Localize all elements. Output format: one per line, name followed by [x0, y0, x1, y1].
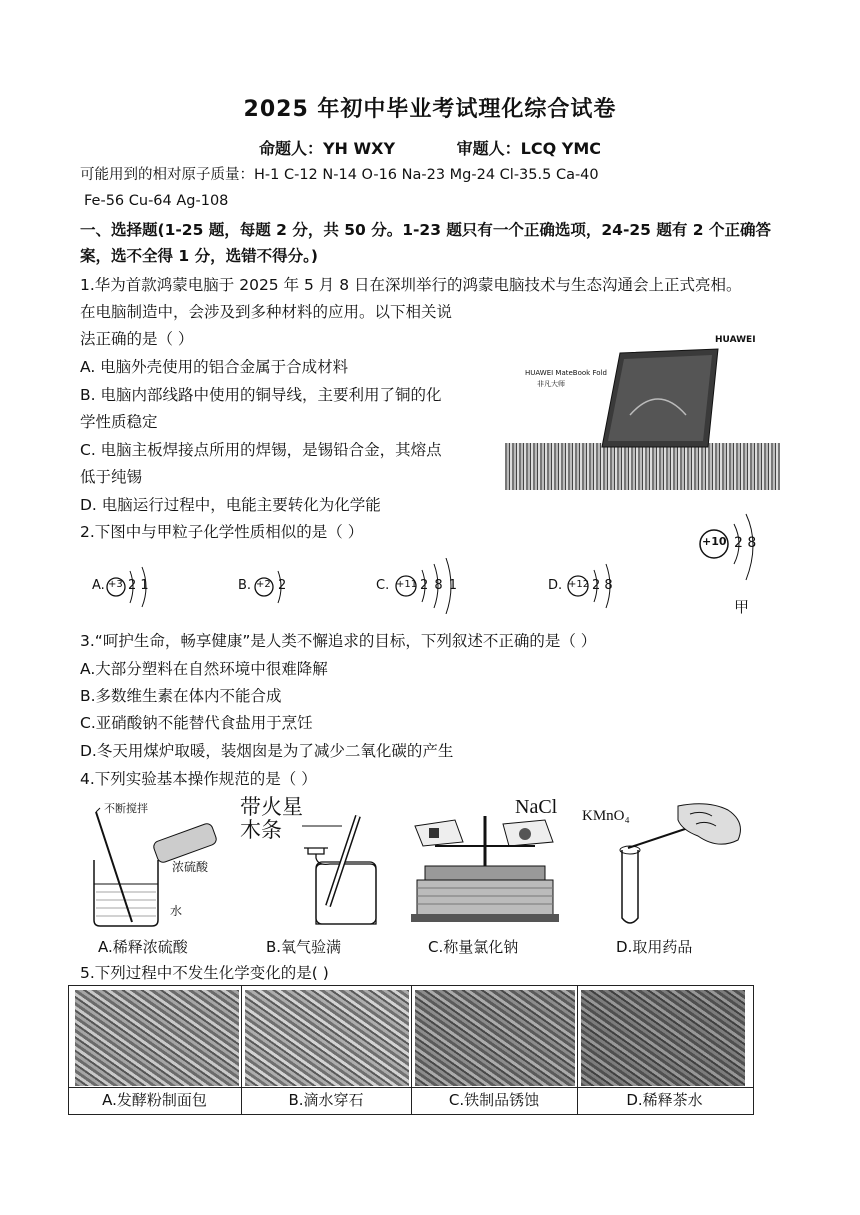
- section-heading-line2: 案，选不全得 1 分，选错不得分。): [80, 247, 318, 265]
- q1-option-b-line1: B. 电脑内部线路中使用的铜导线，主要利用了铜的化: [80, 386, 442, 404]
- atomic-masses-line2: Fe-56 Cu-64 Ag-108: [84, 193, 229, 209]
- q2-stem: 2.下图中与甲粒子化学性质相似的是（ ）: [80, 523, 364, 541]
- atom-a-shells: 2 1: [128, 578, 149, 593]
- laptop-image: [505, 335, 780, 490]
- q1-stem-line1: 1.华为首款鸿蒙电脑于 2025 年 5 月 8 日在深圳举行的鸿蒙电脑技术与生态沟通会上正式亮相。: [80, 276, 742, 294]
- atom-diagram-a: [92, 565, 162, 609]
- q3-option-a: A.大部分塑料在自然环境中很难降解: [80, 660, 328, 678]
- huawei-logo: HUAWEI: [715, 335, 756, 345]
- atom-b-nucleus: +2: [256, 579, 271, 590]
- q1-option-a: A. 电脑外壳使用的铝合金属于合成材料: [80, 358, 349, 376]
- atomic-masses-line1: 可能用到的相对原子质量：H-1 C-12 N-14 O-16 Na-23 Mg-24 Cl-35.5 Ca-40: [80, 167, 599, 183]
- atom-c-label: C.: [376, 578, 390, 593]
- photo-diluting-tea: [581, 990, 745, 1086]
- q3-option-c: C.亚硝酸钠不能替代食盐用于烹饪: [80, 714, 313, 732]
- q1-option-b-line2: 学性质稳定: [80, 413, 158, 431]
- atom-ref-label: 甲: [734, 598, 750, 616]
- laptop-caption-2: 非凡大师: [537, 380, 565, 388]
- section-heading-line1: 一、选择题(1-25 题，每题 2 分，共 50 分。1-23 题只有一个正确选项，24-25 题有 2 个正确答: [80, 221, 771, 239]
- atom-c-nucleus: +11: [396, 579, 418, 590]
- diagram-take-reagent: [578, 800, 753, 930]
- label-conc-sulfuric-acid: 浓硫酸: [172, 860, 209, 874]
- atom-c-shells: 2 8 1: [420, 578, 458, 593]
- label-nacl: NaCl: [515, 796, 558, 818]
- q1-option-c-line2: 低于纯锡: [80, 468, 143, 486]
- label-keep-stirring: 不断搅拌: [104, 802, 148, 815]
- atom-diagram-b: [238, 565, 308, 609]
- atom-d-shells: 2 8: [592, 578, 613, 593]
- q5-caption-a: A.发酵粉制面包: [102, 1091, 207, 1109]
- atom-a-nucleus: +3: [108, 579, 123, 590]
- q4-caption-d: D.取用药品: [616, 938, 693, 956]
- q3-stem: 3.“呵护生命，畅享健康”是人类不懈追求的目标，下列叙述不正确的是（ ）: [80, 632, 597, 650]
- q4-caption-a: A.稀释浓硫酸: [98, 938, 188, 956]
- atom-a-label: A.: [92, 578, 105, 593]
- atom-ref-shells: 2 8: [734, 535, 757, 551]
- label-kmno4: KMnO₄: [582, 808, 630, 824]
- q4-stem: 4.下列实验基本操作规范的是（ ）: [80, 770, 317, 788]
- label-water: 水: [170, 904, 183, 918]
- photo-rusting-iron: [415, 990, 575, 1086]
- q4-caption-c: C.称量氯化钠: [428, 938, 519, 956]
- diagram-balance: [405, 796, 565, 930]
- q5-caption-d: D.稀释茶水: [626, 1091, 703, 1109]
- atom-d-nucleus: +12: [568, 579, 590, 590]
- atom-diagram-c: [376, 558, 466, 614]
- q5-stem: 5.下列过程中不发生化学变化的是( ): [80, 964, 329, 982]
- laptop-screen: [600, 345, 720, 455]
- q1-option-c-line1: C. 电脑主板焊接点所用的焊锡，是锡铅合金，其熔点: [80, 441, 442, 459]
- page-title: 2025 年初中毕业考试理化综合试卷: [243, 97, 617, 122]
- atom-diagram-d: [548, 560, 628, 612]
- q4-caption-b: B.氧气验满: [266, 938, 342, 956]
- atom-b-shells: 2: [278, 578, 287, 593]
- label-glowing-splint: 带火星 木条: [240, 795, 303, 842]
- atom-ref-nucleus: +10: [702, 535, 727, 548]
- diagram-oxygen-test: [238, 796, 388, 930]
- q3-option-b: B.多数维生素在体内不能合成: [80, 687, 282, 705]
- atom-diagram-reference: [694, 510, 784, 620]
- atom-d-label: D.: [548, 578, 563, 593]
- laptop-caption-1: HUAWEI MateBook Fold: [525, 369, 607, 377]
- diagram-dilute-acid: [82, 800, 222, 930]
- reviewer: 审题人：LCQ YMC: [456, 139, 602, 158]
- q1-stem-line3: 法正确的是（ ）: [80, 330, 194, 348]
- q1-option-d: D. 电脑运行过程中，电能主要转化为化学能: [80, 496, 381, 514]
- atom-b-label: B.: [238, 578, 252, 593]
- q5-caption-c: C.铁制品锈蚀: [448, 1091, 540, 1109]
- setter: 命题人：YH WXY: [258, 139, 396, 158]
- q1-stem-line2: 在电脑制造中，会涉及到多种材料的应用。以下相关说: [80, 303, 453, 321]
- q5-caption-b: B.滴水穿石: [288, 1091, 364, 1109]
- q3-option-d: D.冬天用煤炉取暖，装烟囱是为了减少二氧化碳的产生: [80, 742, 454, 760]
- photo-dripping-water: [245, 990, 409, 1086]
- authors-line: [0, 136, 860, 159]
- photo-bread: [75, 990, 239, 1086]
